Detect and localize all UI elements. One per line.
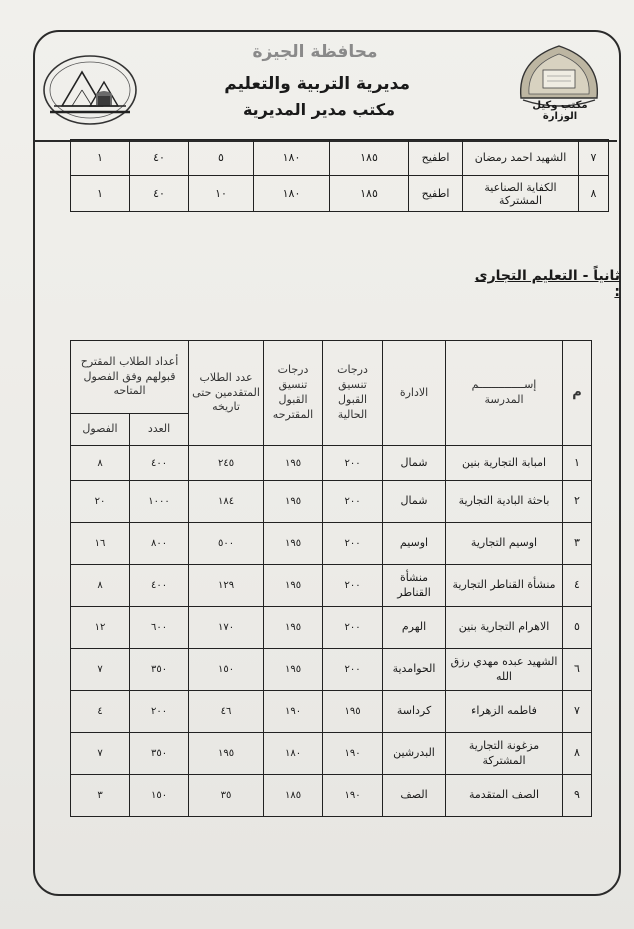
students-count: ٣٥٠ bbox=[130, 733, 189, 775]
school-name: الصف المتقدمة bbox=[446, 775, 563, 817]
applicants-count: ٤٦ bbox=[189, 691, 264, 733]
header-applicants: عدد الطلاب المتقدمين حتى تاريخه bbox=[189, 341, 264, 446]
classes-count: ٢٠ bbox=[71, 481, 130, 523]
table-row bbox=[71, 565, 592, 607]
current-score: ١٩٥ bbox=[323, 691, 383, 733]
administration: كرداسة bbox=[383, 691, 446, 733]
header-school-line1: إســــــــــــــم bbox=[471, 378, 537, 392]
ministry-office-label: مكتب وكيل الوزارة bbox=[532, 100, 588, 122]
school-name: مزغونة التجارية المشتركة bbox=[446, 733, 563, 775]
section-title: ثانياً - التعليم التجارى : bbox=[474, 268, 620, 300]
current-score: ٢٠٠ bbox=[323, 565, 383, 607]
current-score: ٢٠٠ bbox=[323, 607, 383, 649]
current-score: ٢٠٠ bbox=[323, 481, 383, 523]
administration: البدرشين bbox=[383, 733, 446, 775]
proposed-score: ١٩٥ bbox=[264, 607, 323, 649]
row-number: ٢ bbox=[563, 481, 592, 523]
school-name: فاطمه الزهراء bbox=[446, 691, 563, 733]
students-count: ١٥٠ bbox=[130, 775, 189, 817]
applicants-count: ١٠ bbox=[189, 176, 254, 212]
classes-count: ٧ bbox=[71, 733, 130, 775]
school-name: الشهيد احمد رمضان bbox=[463, 140, 579, 176]
administration: الصف bbox=[383, 775, 446, 817]
administration: اطفيح bbox=[409, 140, 463, 176]
classes-count: ١٦ bbox=[71, 523, 130, 565]
administration: اوسيم bbox=[383, 523, 446, 565]
row-number: ٤ bbox=[563, 565, 592, 607]
school-name: الشهيد عبده مهدي رزق الله bbox=[446, 649, 563, 691]
students-count: ٢٠٠ bbox=[130, 691, 189, 733]
school-name: باحثة البادية التجارية bbox=[446, 481, 563, 523]
proposed-score: ١٩٥ bbox=[264, 481, 323, 523]
classes-count: ٨ bbox=[71, 446, 130, 481]
table-row bbox=[71, 523, 592, 565]
row-number: ٩ bbox=[563, 775, 592, 817]
header-proposed-score: درجات تنسيق القبول المقترحه bbox=[264, 341, 323, 446]
office-title: مكتب مدير المديرية bbox=[242, 100, 395, 119]
administration: الحوامدية bbox=[383, 649, 446, 691]
proposed-score: ١٩٥ bbox=[264, 565, 323, 607]
school-name: منشأة القناطر التجارية bbox=[446, 565, 563, 607]
table-row bbox=[71, 140, 609, 176]
row-number: ١ bbox=[563, 446, 592, 481]
row-number: ٥ bbox=[563, 607, 592, 649]
students-count: ٦٠٠ bbox=[130, 607, 189, 649]
classes-count: ٤ bbox=[71, 691, 130, 733]
table-row bbox=[71, 481, 592, 523]
industrial-schools-table bbox=[70, 139, 609, 212]
commercial-schools-table bbox=[70, 340, 592, 817]
administration: منشأة القناطر bbox=[383, 565, 446, 607]
row-number: ٦ bbox=[563, 649, 592, 691]
school-name: اوسيم التجارية bbox=[446, 523, 563, 565]
current-score: ١٩٠ bbox=[323, 775, 383, 817]
current-score: ٢٠٠ bbox=[323, 649, 383, 691]
classes-count: ٣ bbox=[71, 775, 130, 817]
row-number: ٧ bbox=[579, 140, 609, 176]
row-number: ٣ bbox=[563, 523, 592, 565]
table-row bbox=[71, 691, 592, 733]
students-count: ٤٠٠ bbox=[130, 565, 189, 607]
header-proposed-students: أعداد الطلاب المقترح قبولهم وفق الفصول المتاحه bbox=[71, 341, 189, 414]
applicants-count: ٥ bbox=[189, 140, 254, 176]
classes-count: ١ bbox=[71, 140, 130, 176]
current-score: ٢٠٠ bbox=[323, 523, 383, 565]
students-count: ١٠٠٠ bbox=[130, 481, 189, 523]
proposed-score: ١٩٥ bbox=[264, 446, 323, 481]
proposed-score: ١٨٥ bbox=[264, 775, 323, 817]
students-count: ٨٠٠ bbox=[130, 523, 189, 565]
table-row bbox=[71, 176, 609, 212]
current-score: ٢٠٠ bbox=[323, 446, 383, 481]
students-count: ٤٠ bbox=[130, 176, 189, 212]
header-school-line2: المدرسة bbox=[484, 393, 524, 406]
applicants-count: ١٢٩ bbox=[189, 565, 264, 607]
proposed-score: ١٩٥ bbox=[264, 523, 323, 565]
applicants-count: ١٧٠ bbox=[189, 607, 264, 649]
proposed-score: ١٩٥ bbox=[264, 649, 323, 691]
applicants-count: ٢٤٥ bbox=[189, 446, 264, 481]
governorate-title: محافظة الجيزة bbox=[252, 42, 378, 62]
pyramids-logo-icon bbox=[40, 48, 140, 128]
header-number: م bbox=[563, 341, 592, 446]
current-score: ١٨٥ bbox=[330, 176, 409, 212]
header-administration: الادارة bbox=[383, 341, 446, 446]
header-count: العدد bbox=[130, 414, 189, 446]
applicants-count: ١٩٥ bbox=[189, 733, 264, 775]
current-score: ١٩٠ bbox=[323, 733, 383, 775]
applicants-count: ١٨٤ bbox=[189, 481, 264, 523]
students-count: ٣٥٠ bbox=[130, 649, 189, 691]
current-score: ١٨٥ bbox=[330, 140, 409, 176]
classes-count: ١٢ bbox=[71, 607, 130, 649]
row-number: ٨ bbox=[563, 733, 592, 775]
students-count: ٤٠ bbox=[130, 140, 189, 176]
administration: شمال bbox=[383, 446, 446, 481]
table-row bbox=[71, 733, 592, 775]
table-row bbox=[71, 446, 592, 481]
row-number: ٧ bbox=[563, 691, 592, 733]
classes-count: ٨ bbox=[71, 565, 130, 607]
proposed-score: ١٨٠ bbox=[254, 176, 330, 212]
table-row bbox=[71, 775, 592, 817]
table-row bbox=[71, 649, 592, 691]
school-name: الكفاية الصناعية المشتركة bbox=[463, 176, 579, 212]
school-name: الاهرام التجارية بنين bbox=[446, 607, 563, 649]
header-current-score: درجات تنسيق القبول الحالية bbox=[323, 341, 383, 446]
students-count: ٤٠٠ bbox=[130, 446, 189, 481]
proposed-score: ١٩٠ bbox=[264, 691, 323, 733]
applicants-count: ٣٥ bbox=[189, 775, 264, 817]
administration: اطفيح bbox=[409, 176, 463, 212]
directorate-title: مديرية التربية والتعليم bbox=[224, 74, 410, 94]
administration: شمال bbox=[383, 481, 446, 523]
proposed-score: ١٨٠ bbox=[264, 733, 323, 775]
row-number: ٨ bbox=[579, 176, 609, 212]
proposed-score: ١٨٠ bbox=[254, 140, 330, 176]
administration: الهرم bbox=[383, 607, 446, 649]
applicants-count: ١٥٠ bbox=[189, 649, 264, 691]
school-name: امبابة التجارية بنين bbox=[446, 446, 563, 481]
classes-count: ٧ bbox=[71, 649, 130, 691]
table-row bbox=[71, 607, 592, 649]
header-classes: الفصول bbox=[71, 414, 130, 446]
header-school bbox=[446, 341, 563, 446]
classes-count: ١ bbox=[71, 176, 130, 212]
applicants-count: ٥٠٠ bbox=[189, 523, 264, 565]
